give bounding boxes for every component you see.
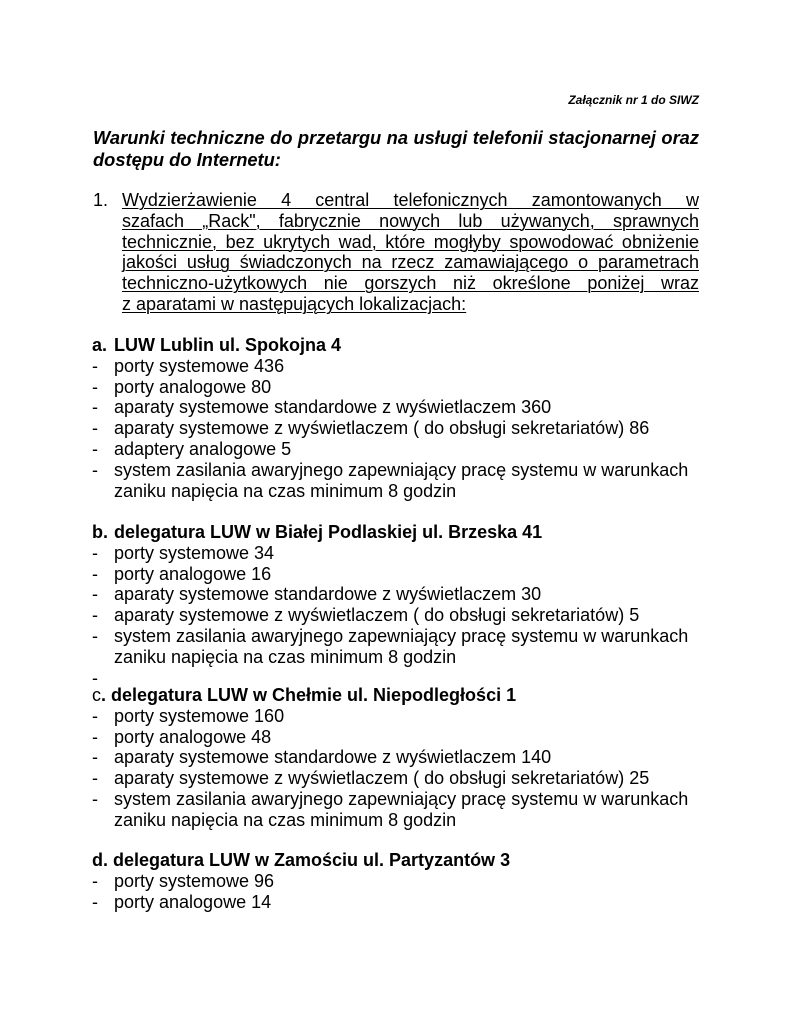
dash-marker: - bbox=[92, 705, 98, 726]
list-item-continuation: zaniku napięcia na czas minimum 8 godzin bbox=[114, 480, 457, 501]
section-c-title: delegatura LUW w Chełmie ul. Niepodległości 1 bbox=[106, 685, 517, 705]
dash-marker: - bbox=[92, 605, 98, 626]
list-item-text: aparaty systemowe standardowe z wyświetlaczem 140 bbox=[114, 747, 552, 768]
item-1-line: Wydzierżawienie 4 central telefonicznych zamontowanych w bbox=[122, 190, 699, 210]
section-b-letter: b. bbox=[92, 522, 108, 542]
list-item-continuation: zaniku napięcia na czas minimum 8 godzin bbox=[114, 809, 457, 830]
dash-marker: - bbox=[92, 376, 98, 397]
section-a bbox=[92, 335, 712, 501]
list-item bbox=[92, 439, 712, 460]
item-1-line: z aparatami w następujących lokalizacjach: bbox=[122, 293, 467, 314]
section-c-letter: c bbox=[92, 685, 101, 705]
list-item bbox=[92, 892, 712, 913]
list-item bbox=[92, 871, 712, 892]
list-item-text: aparaty systemowe z wyświetlaczem ( do obsługi sekretariatów) 25 bbox=[114, 768, 650, 789]
section-d-title: delegatura LUW w Zamościu ul. Partyzantów 3 bbox=[108, 850, 511, 870]
dash-marker: - bbox=[92, 459, 98, 480]
annex-label: Załącznik nr 1 do SIWZ bbox=[568, 93, 699, 107]
item-1-text bbox=[122, 190, 699, 315]
dash-marker: - bbox=[92, 891, 98, 912]
dash-marker: - bbox=[92, 397, 98, 418]
dash-marker: - bbox=[92, 438, 98, 459]
section-c-heading bbox=[92, 685, 712, 706]
dash-marker: - bbox=[92, 747, 98, 768]
list-item-text: aparaty systemowe z wyświetlaczem ( do obsługi sekretariatów) 5 bbox=[114, 605, 640, 626]
section-d bbox=[92, 850, 712, 912]
list-item bbox=[92, 747, 712, 768]
document-title bbox=[93, 127, 699, 171]
section-d-heading bbox=[92, 850, 712, 871]
list-item-text: aparaty systemowe standardowe z wyświetlaczem 360 bbox=[114, 397, 552, 418]
list-item-text: adaptery analogowe 5 bbox=[114, 438, 292, 459]
list-item bbox=[92, 768, 712, 789]
list-item-text: porty analogowe 14 bbox=[114, 891, 272, 912]
title-line-2: dostępu do Internetu: bbox=[93, 149, 281, 170]
section-b-heading bbox=[92, 522, 712, 543]
list-item bbox=[92, 460, 712, 502]
dash-marker: - bbox=[92, 355, 98, 376]
section-c bbox=[92, 685, 712, 831]
trailing-dash: - bbox=[92, 667, 98, 688]
dash-marker: - bbox=[92, 563, 98, 584]
list-item bbox=[92, 543, 712, 564]
list-item bbox=[92, 789, 712, 831]
list-item bbox=[92, 564, 712, 585]
section-c-letter-dot: . bbox=[101, 685, 107, 705]
dash-marker: - bbox=[92, 418, 98, 439]
list-item-text: porty systemowe 160 bbox=[114, 705, 285, 726]
dash-marker: - bbox=[92, 726, 98, 747]
item-1-line: jakości usług świadczonych na rzecz zamawiającego o parametrach bbox=[122, 252, 699, 273]
list-item-text: aparaty systemowe standardowe z wyświetlaczem 30 bbox=[114, 584, 542, 605]
dash-marker: - bbox=[92, 788, 98, 809]
list-item-text: aparaty systemowe z wyświetlaczem ( do obsługi sekretariatów) 86 bbox=[114, 418, 650, 439]
dash-marker: - bbox=[92, 870, 98, 891]
item-1-number: 1. bbox=[93, 190, 109, 210]
list-item-text: system zasilania awaryjnego zapewniający pracę systemu w warunkach bbox=[114, 788, 689, 809]
title-line-1: Warunki techniczne do przetargu na usługi telefonii stacjonarnej oraz bbox=[93, 127, 699, 148]
dash-marker: - bbox=[92, 584, 98, 605]
list-item-continuation: zaniku napięcia na czas minimum 8 godzin bbox=[114, 646, 457, 667]
item-1-line: technicznie, bez ukrytych wad, które mogłyby spowodować obniżenie bbox=[122, 231, 699, 252]
section-b bbox=[92, 522, 712, 688]
list-item-text: porty systemowe 34 bbox=[114, 542, 275, 563]
list-item-text: porty analogowe 80 bbox=[114, 376, 272, 397]
list-item bbox=[92, 397, 712, 418]
list-item bbox=[92, 706, 712, 727]
dash-marker: - bbox=[92, 542, 98, 563]
list-item-text: system zasilania awaryjnego zapewniający pracę systemu w warunkach bbox=[114, 459, 689, 480]
section-b-title: delegatura LUW w Białej Podlaskiej ul. Brzeska 41 bbox=[114, 522, 543, 542]
section-d-letter: d. bbox=[92, 850, 108, 870]
list-item-text: porty systemowe 96 bbox=[114, 870, 275, 891]
list-item-text: porty systemowe 436 bbox=[114, 355, 285, 376]
dash-marker: - bbox=[92, 625, 98, 646]
item-1-line: szafach „Rack", fabrycznie nowych lub używanych, sprawnych bbox=[122, 210, 699, 231]
list-item-text: porty analogowe 48 bbox=[114, 726, 272, 747]
list-item bbox=[92, 584, 712, 605]
list-item-text: system zasilania awaryjnego zapewniający pracę systemu w warunkach bbox=[114, 625, 689, 646]
item-1-line: techniczno-użytkowych nie gorszych niż określone poniżej wraz bbox=[122, 273, 699, 294]
list-item bbox=[92, 727, 712, 748]
section-a-letter: a. bbox=[92, 335, 108, 355]
section-a-heading bbox=[92, 335, 712, 356]
list-item bbox=[92, 626, 712, 668]
list-item bbox=[92, 377, 712, 398]
list-item bbox=[92, 356, 712, 377]
section-a-title: LUW Lublin ul. Spokojna 4 bbox=[114, 335, 341, 355]
list-item-text: porty analogowe 16 bbox=[114, 563, 272, 584]
list-item bbox=[92, 605, 712, 626]
dash-marker: - bbox=[92, 768, 98, 789]
list-item bbox=[92, 418, 712, 439]
